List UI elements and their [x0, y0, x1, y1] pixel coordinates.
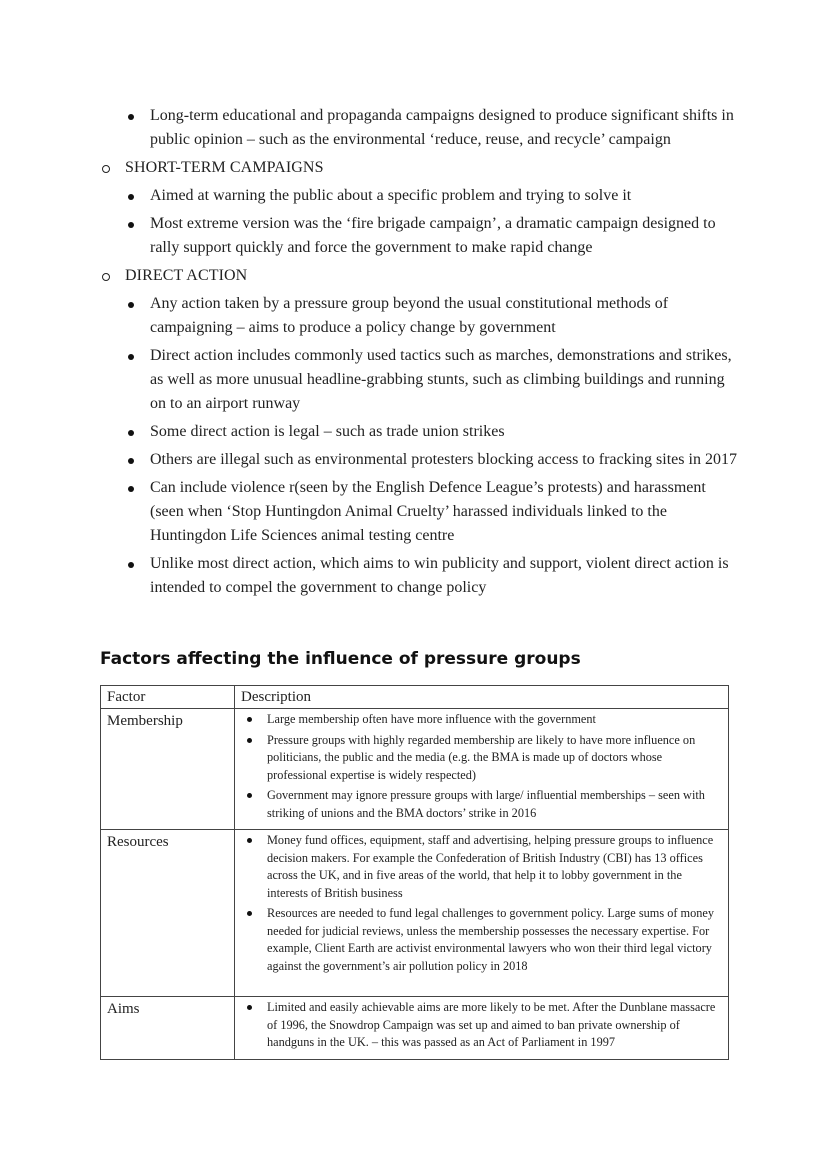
bullet-dot-icon	[247, 1005, 252, 1010]
subheading-short-term: SHORT-TERM CAMPAIGNS	[100, 156, 740, 180]
bullet-item: Most extreme version was the ‘fire brigade campaign’, a dramatic campaign designed to rally support quickly and force the government to make rapid change	[100, 212, 740, 260]
table-bullet: Large membership often have more influence with the government	[241, 711, 722, 729]
section-heading: Factors affecting the influence of pressure groups	[100, 649, 581, 669]
bullet-item: Long-term educational and propaganda campaigns designed to produce significant shifts in public opinion – such as the environmental ‘reduce, reuse, and recycle’ campaign	[100, 104, 740, 152]
factor-cell: Membership	[101, 709, 235, 830]
subheading-direct-action: DIRECT ACTION	[100, 264, 740, 288]
bullet-item: Some direct action is legal – such as trade union strikes	[100, 420, 740, 444]
table-row	[101, 997, 729, 1060]
bullet-item: Unlike most direct action, which aims to win publicity and support, violent direct action is intended to compel the government to change policy	[100, 552, 740, 600]
bullet-dot-icon	[128, 194, 134, 200]
table-bullet: Government may ignore pressure groups with large/ influential memberships – seen with striking of unions and the BMA doctors’ strike in 2016	[241, 787, 722, 822]
factors-table	[100, 685, 729, 1060]
column-header-factor: Factor	[101, 686, 235, 709]
campaign-notes	[100, 104, 740, 604]
table-bullet: Resources are needed to fund legal challenges to government policy. Large sums of money needed for judicial reviews, unless the membership possesses the necessary expertise. For example, Client Earth are activist environmental lawyers who won their third legal victory against the government’s air pollution policy in 2018	[241, 905, 722, 975]
bullet-dot-icon	[128, 562, 134, 568]
bullet-item: Others are illegal such as environmental protesters blocking access to fracking sites in 2017	[100, 448, 740, 472]
table-header-row	[101, 686, 729, 709]
bullet-dot-icon	[247, 738, 252, 743]
bullet-dot-icon	[128, 222, 134, 228]
description-cell	[235, 997, 729, 1060]
table-row	[101, 830, 729, 997]
bullet-dot-icon	[247, 838, 252, 843]
bullet-dot-icon	[128, 458, 134, 464]
bullet-dot-icon	[128, 354, 134, 360]
circle-bullet-icon	[102, 273, 110, 281]
factor-cell: Resources	[101, 830, 235, 997]
table-bullet: Pressure groups with highly regarded membership are likely to have more influence on politicians, the public and the media (e.g. the BMA is made up of doctors whose professional expertise is widely respected)	[241, 732, 722, 785]
description-cell	[235, 830, 729, 997]
bullet-item: Direct action includes commonly used tactics such as marches, demonstrations and strikes, as well as more unusual headline-grabbing stunts, such as climbing buildings and running on to an airport runway	[100, 344, 740, 416]
bullet-dot-icon	[247, 911, 252, 916]
bullet-dot-icon	[128, 114, 134, 120]
bullet-item: Can include violence r(seen by the English Defence League’s protests) and harassment (seen when ‘Stop Huntingdon Animal Cruelty’ harassed individuals linked to the Huntingdon Life Sciences animal testing centre	[100, 476, 740, 548]
bullet-dot-icon	[247, 793, 252, 798]
description-cell	[235, 709, 729, 830]
bullet-dot-icon	[128, 486, 134, 492]
circle-bullet-icon	[102, 165, 110, 173]
bullet-dot-icon	[128, 430, 134, 436]
column-header-description: Description	[235, 686, 729, 709]
table-bullet: Money fund offices, equipment, staff and advertising, helping pressure groups to influence decision makers. For example the Confederation of British Industry (CBI) has 13 offices across the UK, and in five areas of the world, that help it to lobby government in the interests of British business	[241, 832, 722, 902]
bullet-dot-icon	[247, 717, 252, 722]
table-row	[101, 709, 729, 830]
bullet-item: Any action taken by a pressure group beyond the usual constitutional methods of campaigning – aims to produce a policy change by government	[100, 292, 740, 340]
table-bullet: Limited and easily achievable aims are more likely to be met. After the Dunblane massacre of 1996, the Snowdrop Campaign was set up and aimed to ban private ownership of handguns in the UK. – this was passed as an Act of Parliament in 1997	[241, 999, 722, 1052]
bullet-item: Aimed at warning the public about a specific problem and trying to solve it	[100, 184, 740, 208]
bullet-dot-icon	[128, 302, 134, 308]
factor-cell: Aims	[101, 997, 235, 1060]
